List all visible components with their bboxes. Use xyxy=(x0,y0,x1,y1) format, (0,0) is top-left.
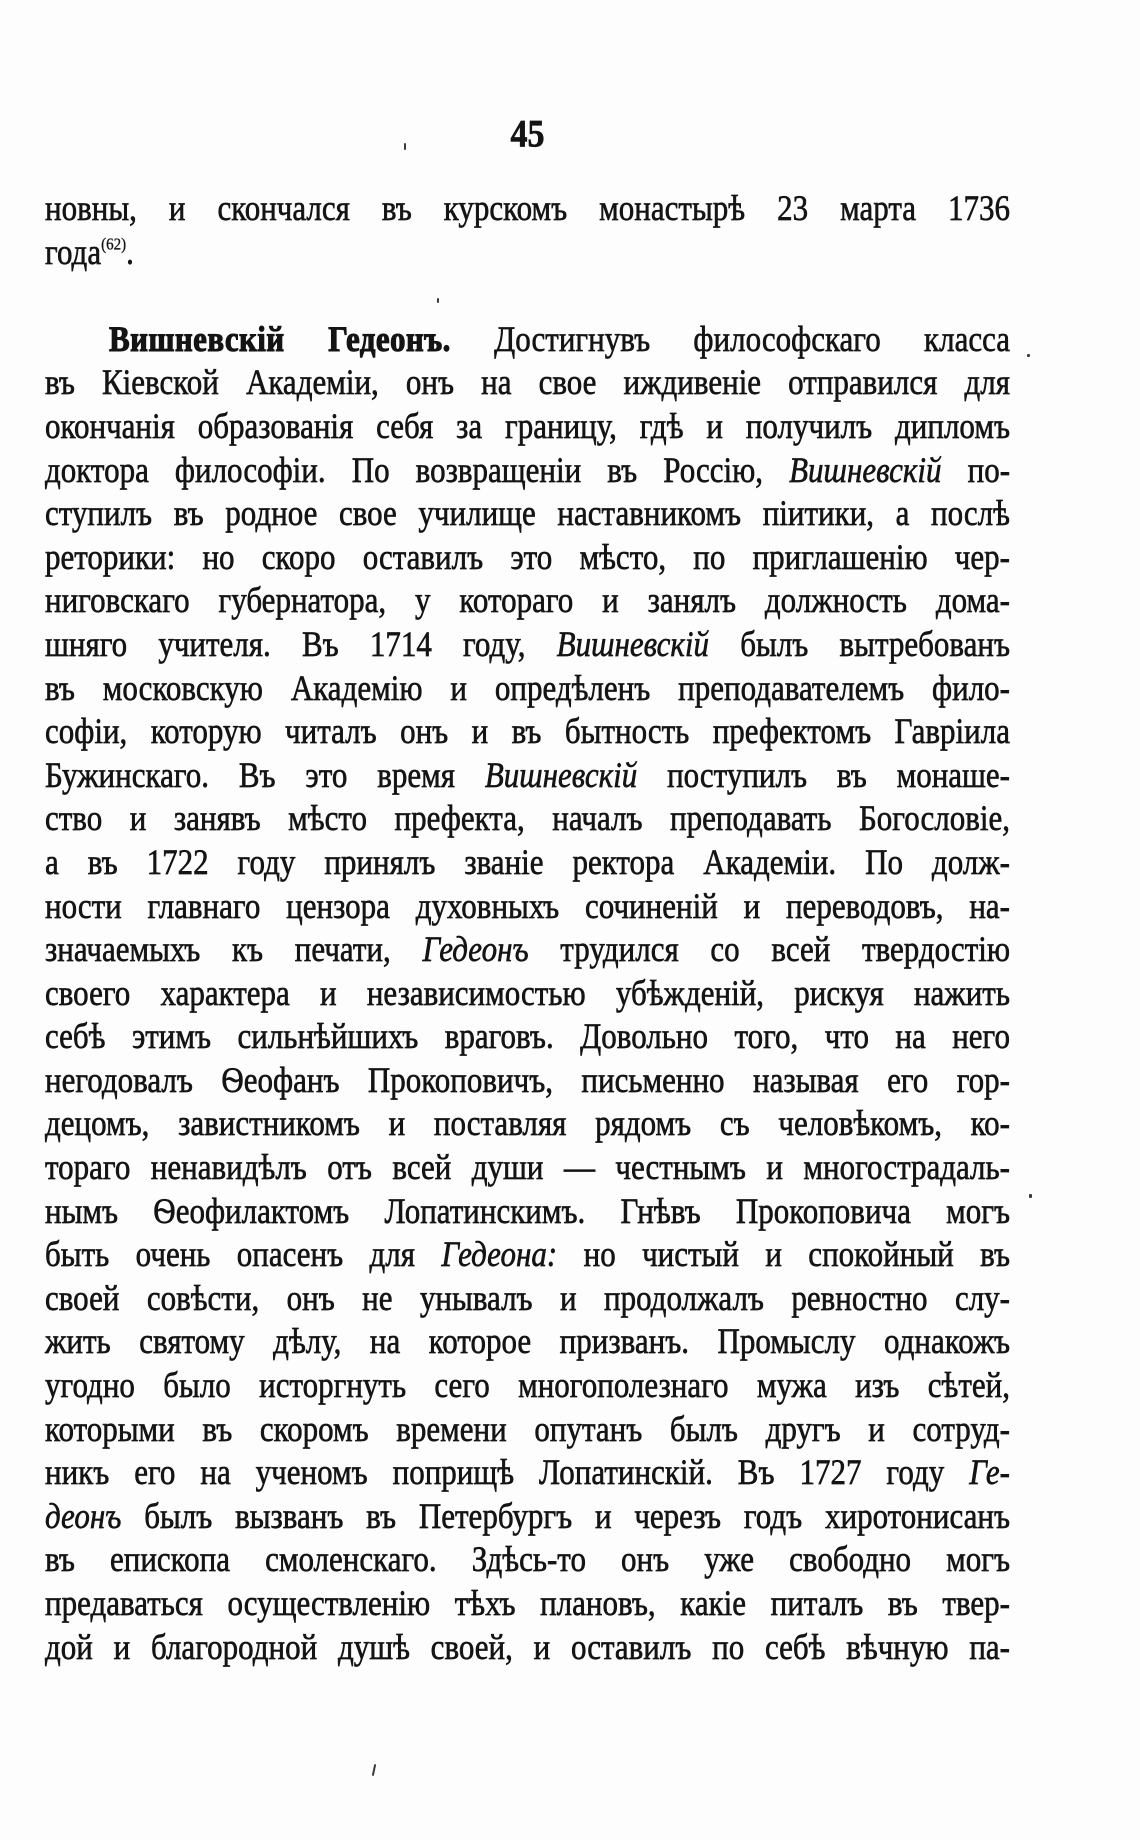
text-line: дой и благородной душѣ своей, и оставилъ по себѣ вѣчную па- xyxy=(45,1626,1010,1667)
text-line: себѣ этимъ сильнѣйшихъ враговъ. Довольно того, что на него xyxy=(45,1016,1010,1057)
scan-speck xyxy=(1029,1194,1032,1198)
line-text: года xyxy=(45,231,102,272)
text-line: новны, и скончался въ курскомъ монастырѣ 23 марта 1736 xyxy=(45,188,1010,229)
text-line: окончанія образованія себя за границу, гдѣ и получилъ дипломъ xyxy=(45,405,1010,447)
text-line: предаваться осуществленію тѣхъ плановъ, какіе питалъ въ твер- xyxy=(45,1583,1010,1624)
line-text: поступилъ въ монаше- xyxy=(667,754,1010,795)
line-text: Бужинскаго. Въ это время xyxy=(45,754,455,795)
entry-heading: Вишневскій Гедеонъ. xyxy=(109,318,451,360)
text-line: въ московскую Академію и опредѣленъ преподавателемъ фило- xyxy=(45,667,1010,708)
text-line xyxy=(45,1230,1010,1280)
text-line xyxy=(45,227,1010,277)
body-text xyxy=(45,187,1010,1669)
scan-speck xyxy=(372,1764,376,1776)
scan-speck xyxy=(1027,354,1030,357)
text-line: нымъ Ѳеофилактомъ Лопатинскимъ. Гнѣвъ Прокоповича могъ xyxy=(45,1190,1010,1231)
italic-name: Гедеонъ xyxy=(422,929,529,970)
text-line: ство и занявъ мѣсто префекта, началъ преподавать Богословіе, xyxy=(45,798,1010,839)
line-text: Достигнувъ философскаго класса xyxy=(494,318,1011,360)
text-line: въ епископа смоленскаго. Здѣсь-то онъ уже свободно могъ xyxy=(45,1539,1010,1580)
text-line: въ Кіевской Академіи, онъ на свое иждивеніе отправился для xyxy=(45,362,1010,403)
text-line xyxy=(45,619,1010,669)
line-text: по- xyxy=(967,449,1011,490)
paragraph xyxy=(45,318,1010,1669)
text-line: угодно было исторгнуть сего многополезнаго мужа изъ сѣтей, xyxy=(45,1365,1010,1406)
text-line: негодовалъ Ѳеофанъ Прокоповичъ, письменно называя его гор- xyxy=(45,1059,1010,1101)
italic-name: Гедеона: xyxy=(441,1234,558,1275)
text-line xyxy=(45,924,1010,974)
italic-name: Ге- xyxy=(969,1452,1010,1493)
line-text: никъ его на ученомъ поприщѣ Лопатинскій. Въ 1727 году xyxy=(45,1452,945,1493)
text-line: ности главнаго цензора духовныхъ сочиненій и переводовъ, на- xyxy=(45,885,1010,926)
italic-name: Вишневскій xyxy=(484,754,638,795)
line-text: былъ вытребованъ xyxy=(740,623,1011,665)
line-text: . xyxy=(126,231,134,272)
line-text: трудился со всей твердостію xyxy=(560,929,1011,970)
text-line: тораго ненавидѣлъ отъ всей души — честнымъ и многострадаль- xyxy=(45,1147,1010,1188)
page-number: 45 xyxy=(510,113,545,156)
text-line: ступилъ въ родное свое училище наставникомъ піитики, а послѣ xyxy=(45,493,1010,534)
line-text: но чистый и спокойный въ xyxy=(583,1234,1011,1275)
text-line: софіи, которую читалъ онъ и въ бытность префектомъ Гавріила xyxy=(45,711,1010,752)
italic-name: Вишневскій xyxy=(556,623,710,665)
text-line: своего характера и независимостью убѣжденій, рискуя нажить xyxy=(45,972,1010,1013)
scan-speck xyxy=(437,298,439,303)
line-text: былъ вызванъ въ Петербургъ и черезъ годъ хиротонисанъ xyxy=(144,1495,1011,1537)
paragraph xyxy=(45,187,1010,274)
text-line: жить святому дѣлу, на которое призванъ. Промыслу однакожъ xyxy=(45,1321,1010,1362)
italic-name: Вишневскій xyxy=(789,449,942,490)
paragraph-gap xyxy=(45,274,1010,318)
footnote-ref: (62) xyxy=(101,235,127,254)
text-line: децомъ, завистникомъ и поставляя рядомъ съ человѣкомъ, ко- xyxy=(45,1103,1010,1144)
text-line xyxy=(45,1448,1010,1498)
line-text: доктора философіи. По возвращеніи въ Россію, xyxy=(45,449,764,490)
scan-speck xyxy=(404,143,406,150)
line-text: шняго учителя. Въ 1714 году, xyxy=(45,623,526,665)
italic-name: деонъ xyxy=(45,1495,122,1537)
line-text: быть очень опасенъ для xyxy=(45,1234,416,1275)
text-line: а въ 1722 году принялъ званіе ректора Академіи. По долж- xyxy=(45,841,1010,883)
text-line: ниговскаго губернатора, у котораго и занялъ должность дома- xyxy=(45,580,1010,621)
line-text: значаемыхъ къ печати, xyxy=(45,929,391,970)
text-line: реторики: но скоро оставилъ это мѣсто, по приглашенію чер- xyxy=(45,536,1010,578)
text-line: которыми въ скоромъ времени опутанъ былъ другъ и сотруд- xyxy=(45,1408,1010,1449)
text-line: своей совѣсти, онъ не унывалъ и продолжалъ ревностно слу- xyxy=(45,1277,1010,1319)
